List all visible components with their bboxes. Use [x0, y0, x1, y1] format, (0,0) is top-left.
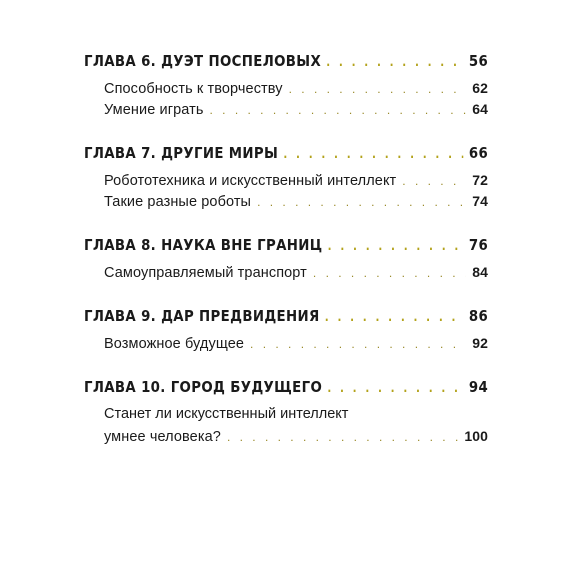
chapter-title: ГЛАВА 6. ДУЭТ ПОСПЕЛОВЫХ	[84, 52, 322, 70]
leader-dots	[289, 82, 467, 96]
page-number: 100	[464, 428, 488, 444]
chapter-title: ГЛАВА 9. ДАР ПРЕДВИДЕНИЯ	[84, 307, 320, 325]
leader-dots	[402, 174, 466, 188]
chapter-9-entry[interactable]	[84, 307, 488, 325]
section-title: Возможное будущее	[104, 336, 245, 352]
page-number: 92	[472, 335, 488, 351]
page-number: 76	[468, 236, 489, 254]
chapter-10-entry[interactable]	[84, 378, 488, 396]
section-title-line-2: умнее человека?	[104, 429, 221, 445]
section-title: Робототехника и искусственный интеллект	[104, 173, 397, 189]
leader-dots	[257, 195, 466, 209]
leader-dots	[227, 430, 458, 444]
page-number: 62	[472, 80, 488, 96]
section-title: Самоуправляемый транспорт	[104, 265, 307, 281]
chapter-8-entry[interactable]	[84, 236, 488, 254]
chapter-6-entry[interactable]	[84, 52, 488, 70]
leader-dots	[313, 266, 466, 280]
leader-dots	[283, 147, 463, 161]
chapter-7-entry[interactable]	[84, 144, 488, 162]
chapter-title: ГЛАВА 7. ДРУГИЕ МИРЫ	[84, 144, 279, 162]
section-entry[interactable]	[104, 80, 488, 97]
leader-dots	[210, 103, 467, 117]
leader-dots	[326, 55, 463, 69]
page-number: 84	[472, 264, 488, 280]
section-entry[interactable]	[84, 406, 488, 445]
page-number: 86	[468, 307, 489, 325]
section-entry[interactable]	[104, 172, 488, 189]
section-title: Способность к творчеству	[104, 81, 283, 97]
chapter-title: ГЛАВА 8. НАУКА ВНЕ ГРАНИЦ	[84, 236, 323, 254]
page-number: 66	[468, 144, 489, 162]
section-entry[interactable]	[104, 101, 488, 118]
page-number: 72	[472, 172, 488, 188]
page-number: 56	[468, 52, 489, 70]
section-entry[interactable]	[104, 193, 488, 210]
chapter-title: ГЛАВА 10. ГОРОД БУДУЩЕГО	[84, 378, 323, 396]
section-title-line-1: Станет ли искусственный интеллект	[104, 406, 349, 422]
section-entry[interactable]	[104, 335, 488, 352]
table-of-contents	[84, 52, 488, 445]
leader-dots	[327, 381, 463, 395]
leader-dots	[250, 337, 466, 351]
section-title: Такие разные роботы	[104, 194, 252, 210]
section-title: Умение играть	[104, 102, 204, 118]
page-number: 74	[472, 193, 488, 209]
leader-dots	[325, 310, 464, 324]
page-number: 94	[468, 378, 489, 396]
section-entry[interactable]	[104, 264, 488, 281]
page-number: 64	[472, 101, 488, 117]
leader-dots	[328, 239, 464, 253]
